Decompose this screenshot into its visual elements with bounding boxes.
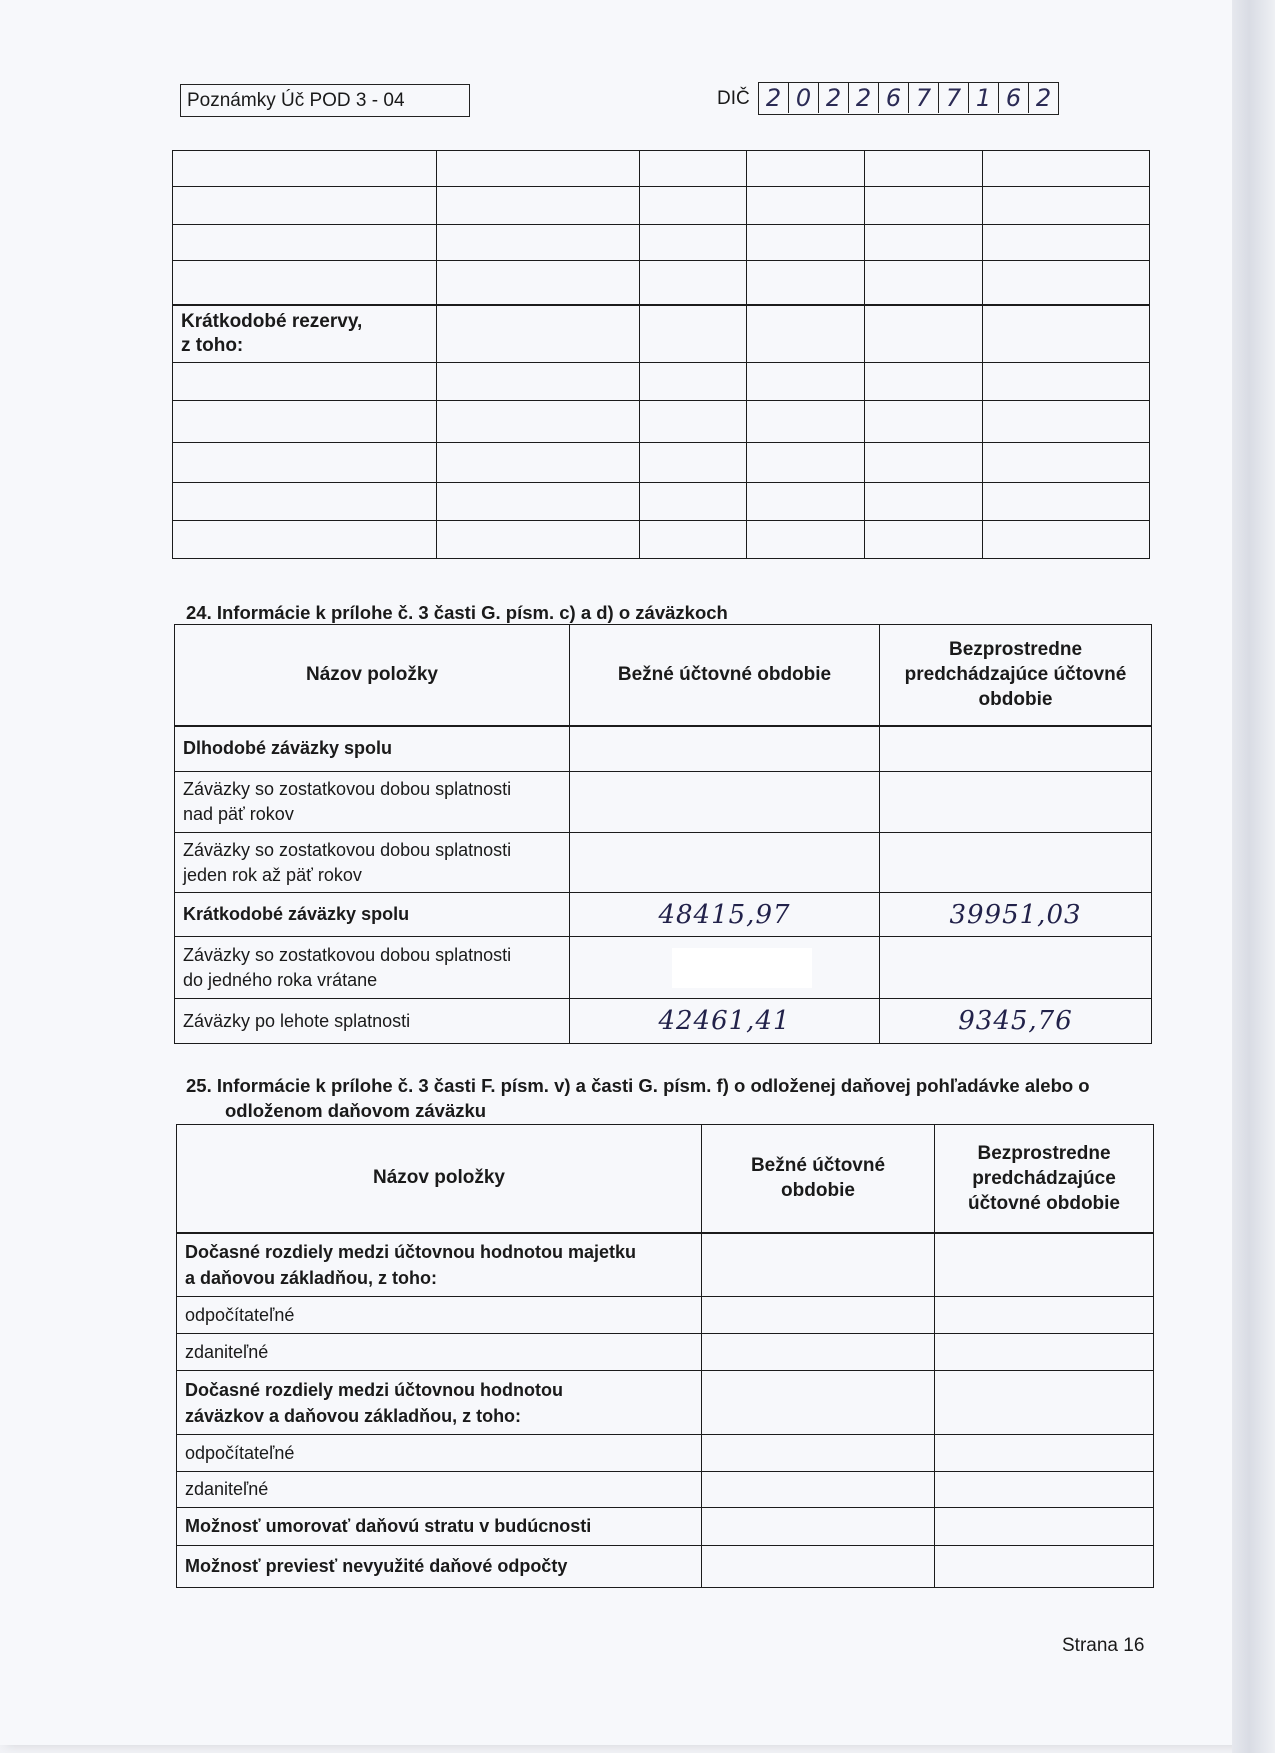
dic-digit: 1 xyxy=(969,83,999,113)
page-edge xyxy=(1232,0,1275,1753)
dic-digit: 2 xyxy=(849,83,879,113)
short-term-reserves-label: Krátkodobé rezervy, z toho: xyxy=(173,305,437,363)
page-number: Strana 16 xyxy=(1062,1635,1145,1656)
current-value xyxy=(570,833,880,893)
row-label: Možnosť umorovať daňovú stratu v budúcnosti xyxy=(177,1508,702,1546)
dic-digit: 0 xyxy=(789,83,819,113)
row-label: Dočasné rozdiely medzi účtovnou hodnotou záväzkov a daňovou základňou, z toho: xyxy=(177,1371,702,1435)
section-25-title-line2: odloženom daňovom záväzku xyxy=(225,1100,487,1121)
section-25-title-line1: 25. Informácie k prílohe č. 3 časti F. písm. v) a časti G. písm. f) o odloženej daňovej pohľadávke alebo o xyxy=(186,1075,1090,1096)
liabilities-table xyxy=(174,624,1152,1044)
dic-digit: 7 xyxy=(909,83,939,113)
row-label: Záväzky so zostatkovou dobou splatnosti jeden rok až päť rokov xyxy=(175,833,570,893)
previous-value xyxy=(880,772,1152,833)
current-value xyxy=(570,726,880,772)
col-header-current: Bežné účtovné obdobie xyxy=(570,625,880,726)
row-label: Dlhodobé záväzky spolu xyxy=(175,726,570,772)
previous-value xyxy=(880,937,1152,999)
row-label: Krátkodobé záväzky spolu xyxy=(175,893,570,937)
dic-digit: 2 xyxy=(759,83,789,113)
row-label: odpočítateľné xyxy=(177,1297,702,1334)
row-label: zdaniteľné xyxy=(177,1334,702,1371)
dic-digit: 6 xyxy=(879,83,909,113)
correction-fluid-patch xyxy=(672,948,812,988)
row-label: Záväzky po lehote splatnosti xyxy=(175,999,570,1044)
dic-label: DIČ xyxy=(717,88,750,109)
row-label: odpočítateľné xyxy=(177,1435,702,1472)
col-header-name: Názov položky xyxy=(177,1125,702,1233)
dic-number xyxy=(758,82,1059,115)
form-label: Poznámky Úč POD 3 - 04 xyxy=(180,84,470,117)
previous-value xyxy=(880,726,1152,772)
dic-digit: 2 xyxy=(1035,84,1052,112)
col-header-name: Názov položky xyxy=(175,625,570,726)
section-24-title: 24. Informácie k prílohe č. 3 časti G. písm. c) a d) o záväzkoch xyxy=(186,602,728,623)
deferred-tax-table xyxy=(176,1124,1154,1588)
row-label: Možnosť previesť nevyužité daňové odpočty xyxy=(177,1546,702,1588)
row-label: Záväzky so zostatkovou dobou splatnosti nad päť rokov xyxy=(175,772,570,833)
col-header-current: Bežné účtovné obdobie xyxy=(702,1125,935,1233)
row-label: zdaniteľné xyxy=(177,1472,702,1508)
dic-digit: 7 xyxy=(939,83,969,113)
dic-digit: 6 xyxy=(999,83,1029,113)
row-label: Dočasné rozdiely medzi účtovnou hodnotou majetku a daňovou základňou, z toho: xyxy=(177,1233,702,1297)
reserves-table xyxy=(172,150,1150,559)
current-value: 42461,41 xyxy=(570,999,880,1044)
dic-digit: 2 xyxy=(819,83,849,113)
current-value xyxy=(570,772,880,833)
row-label: Záväzky so zostatkovou dobou splatnosti do jedného roka vrátane xyxy=(175,937,570,999)
previous-value: 39951,03 xyxy=(880,893,1152,937)
previous-value: 9345,76 xyxy=(880,999,1152,1044)
previous-value xyxy=(880,833,1152,893)
col-header-previous: Bezprostredne predchádzajúce účtovné obdobie xyxy=(880,625,1152,726)
current-value: 48415,97 xyxy=(570,893,880,937)
col-header-previous: Bezprostredne predchádzajúce účtovné obdobie xyxy=(935,1125,1154,1233)
